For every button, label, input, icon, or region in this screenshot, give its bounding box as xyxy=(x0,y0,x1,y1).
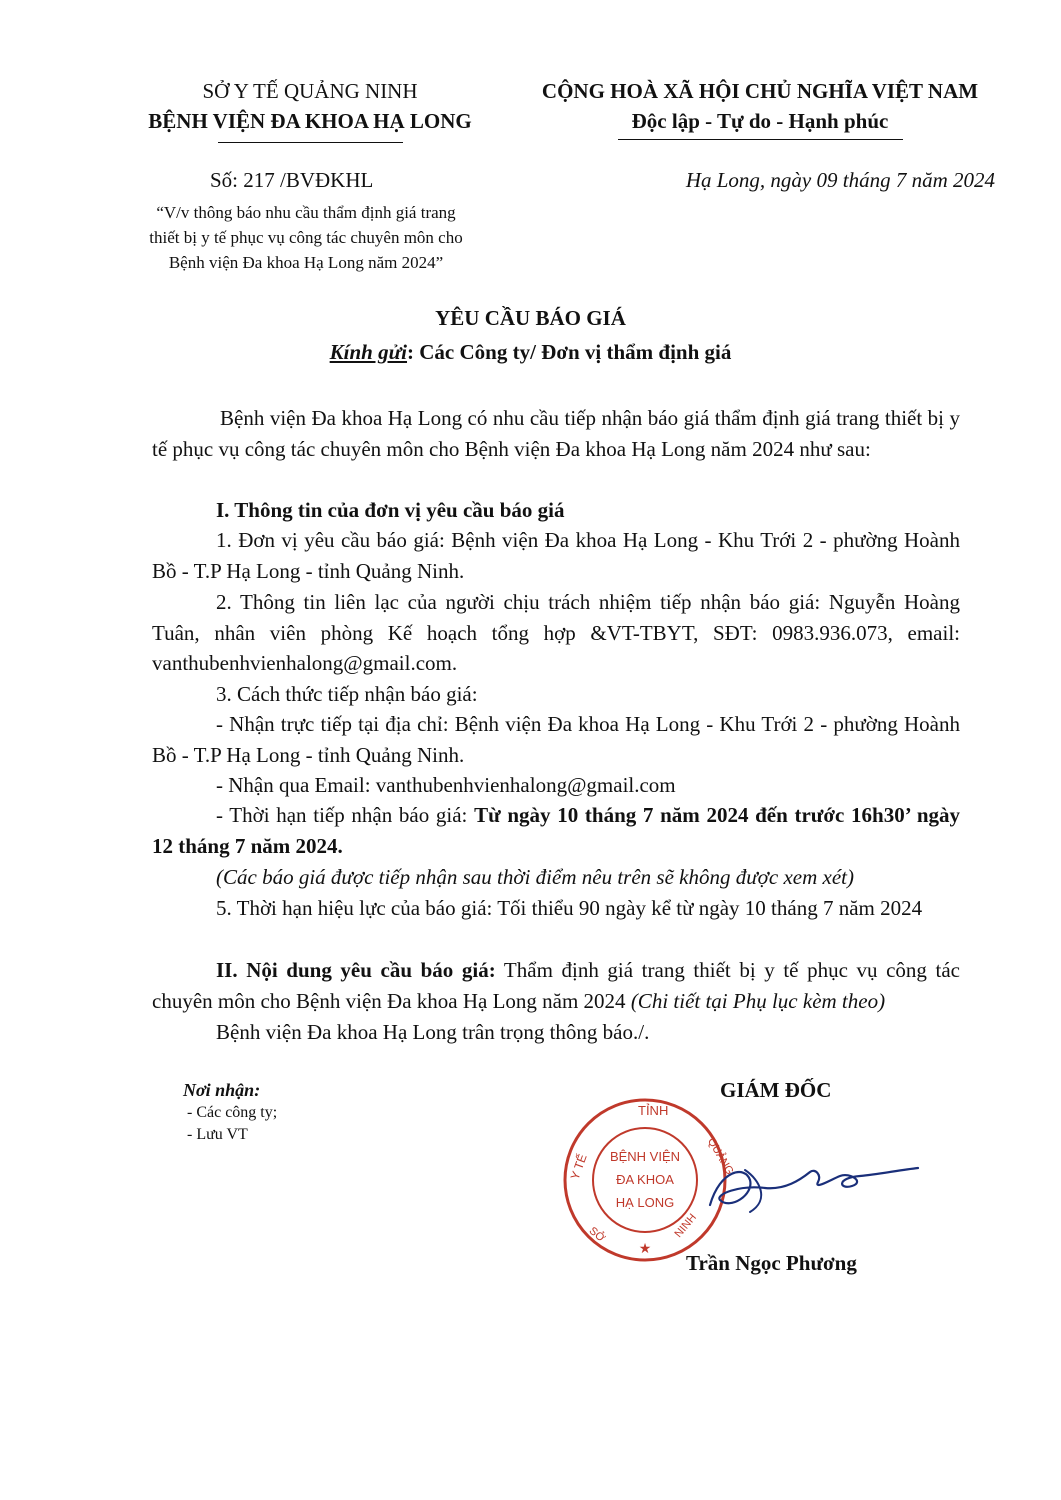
subject-line: “V/v thông báo nhu cầu thẩm định giá trang xyxy=(156,203,456,222)
item-4-prefix: - Thời hạn tiếp nhận báo giá: xyxy=(216,803,475,827)
addressee-label: Kính gửi xyxy=(329,340,408,364)
item-5: 5. Thời hạn hiệu lực của báo giá: Tối thiểu 90 ngày kể từ ngày 10 tháng 7 năm 2024 xyxy=(216,896,923,920)
item-2: 2. Thông tin liên lạc của người chịu trách nhiệm tiếp nhận báo giá: Nguyễn Hoàng Tuân, nhân viên phòng Kế hoạch tổng hợp &VT-TBYT, SĐT: 0983.936.073, email: vanthubenhvienhalong@gmail.com. xyxy=(152,590,960,675)
stamp-bottom-right-arc: NINH xyxy=(672,1211,700,1240)
stamp-center-line: HẠ LONG xyxy=(615,1195,675,1210)
recipients xyxy=(183,1078,277,1146)
signer-name: Trần Ngọc Phương xyxy=(686,1251,857,1275)
recipients-label: Nơi nhận: xyxy=(183,1080,261,1100)
section-2-note: (Chi tiết tại Phụ lục kèm theo) xyxy=(630,988,886,1013)
header-left-underline xyxy=(218,142,403,143)
signer-title: GIÁM ĐỐC xyxy=(720,1078,832,1102)
item-3: 3. Cách thức tiếp nhận báo giá: xyxy=(216,682,478,706)
section-2-text: Thẩm định giá trang thiết bị y tế phục vụ công tác chuyên môn cho Bệnh viện Đa khoa Hạ Long năm 2024 xyxy=(152,958,960,1013)
item-3a: - Nhận trực tiếp tại địa chỉ: Bệnh viện Đa khoa Hạ Long - Khu Trới 2 - phường Hoành Bồ - T.P Hạ Long - tỉnh Quảng Ninh. xyxy=(152,712,960,767)
stamp-center-line: BỆNH VIỆN xyxy=(609,1149,681,1164)
national-motto: Độc lập - Tự do - Hạnh phúc xyxy=(631,109,889,133)
section-1-title: I. Thông tin của đơn vị yêu cầu báo giá xyxy=(216,498,565,522)
item-4 xyxy=(152,800,960,861)
stamp-bottom-arc: SỞ xyxy=(586,1224,608,1245)
section-2-title: II. Nội dung yêu cầu báo giá: xyxy=(216,958,496,982)
stamp-center-line: ĐA KHOA xyxy=(616,1172,674,1187)
item-4-note: (Các báo giá được tiếp nhận sau thời điểm nêu trên sẽ không được xem xét) xyxy=(216,865,854,889)
place-date: Hạ Long, ngày 09 tháng 7 năm 2024 xyxy=(685,168,995,192)
header-left xyxy=(90,76,530,143)
header-right-underline xyxy=(618,139,903,140)
stamp-top-arc: TỈNH xyxy=(638,1103,669,1118)
recipient-item: - Các công ty; xyxy=(187,1104,278,1121)
document-title: YÊU CẦU BÁO GIÁ xyxy=(435,306,626,330)
country-name: CỘNG HOÀ XÃ HỘI CHỦ NGHĨA VIỆT NAM xyxy=(541,79,979,103)
signature-stroke xyxy=(710,1168,918,1205)
document-number: Số: 217 /BVĐKHL xyxy=(210,168,374,192)
addressee xyxy=(0,338,1061,366)
subject-line: Bệnh viện Đa khoa Hạ Long năm 2024” xyxy=(168,253,444,272)
header-right xyxy=(500,76,1020,140)
subject xyxy=(96,200,516,275)
hospital-name: BỆNH VIỆN ĐA KHOA HẠ LONG xyxy=(148,109,472,133)
stamp-left-arc: Y TẾ xyxy=(567,1152,590,1182)
item-3b: - Nhận qua Email: vanthubenhvienhalong@gmail.com xyxy=(216,773,676,797)
item-1: 1. Đơn vị yêu cầu báo giá: Bệnh viện Đa khoa Hạ Long - Khu Trới 2 - phường Hoành Bồ - T.P Hạ Long - tỉnh Quảng Ninh. xyxy=(152,528,960,583)
ministry-name: SỞ Y TẾ QUẢNG NINH xyxy=(202,79,418,103)
intro-paragraph: Bệnh viện Đa khoa Hạ Long có nhu cầu tiếp nhận báo giá thẩm định giá trang thiết bị y tế phục vụ công tác chuyên môn cho Bệnh viện Đa khoa Hạ Long năm 2024 như sau: xyxy=(152,406,960,461)
stamp-right-arc: QUẢNG xyxy=(704,1135,736,1177)
item-4-deadline: Từ ngày 10 tháng 7 năm 2024 đến trước 16h30’ ngày 12 tháng 7 năm 2024. xyxy=(152,803,961,858)
section-2 xyxy=(152,955,960,1016)
subject-line: thiết bị y tế phục vụ công tác chuyên môn cho xyxy=(149,228,463,247)
stamp-star: ★ xyxy=(638,1242,652,1257)
closing-line: Bệnh viện Đa khoa Hạ Long trân trọng thông báo./. xyxy=(216,1020,650,1044)
handwritten-signature xyxy=(690,1150,930,1220)
addressee-text: : Các Công ty/ Đơn vị thẩm định giá xyxy=(407,340,732,364)
recipient-item: - Lưu VT xyxy=(187,1126,248,1143)
